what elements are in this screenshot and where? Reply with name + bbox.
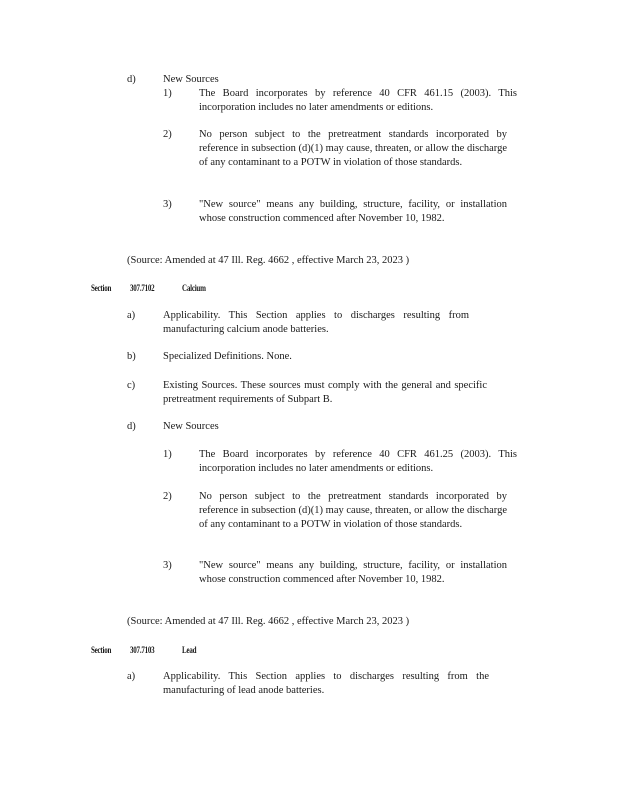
subsection-label: a) (127, 671, 136, 682)
subsection-heading: New Sources (163, 74, 219, 85)
item-number: 3) (163, 560, 172, 571)
subsection-label: d) (127, 421, 136, 432)
subsection-text: Specialized Definitions. None. (163, 351, 292, 362)
subsection-text: Existing Sources. These sources must comply with the general and specific pretreatment requirements of Subpart B. (163, 380, 487, 406)
item-text: "New source" means any building, structure, facility, or installation whose construction commenced after November 10, 1982. (199, 560, 507, 586)
source-note: (Source: Amended at 47 Ill. Reg. 4662 , effective March 23, 2023 ) (127, 255, 410, 266)
subsection-label: b) (127, 351, 136, 362)
item-number: 3) (163, 199, 172, 210)
section-number: 307.7103 (130, 645, 155, 655)
item-text: "New source" means any building, structure, facility, or installation whose construction commenced after November 10, 1982. (199, 199, 507, 225)
item-number: 1) (163, 88, 172, 99)
subsection-heading: New Sources (163, 421, 219, 432)
item-number: 2) (163, 491, 172, 502)
source-note: (Source: Amended at 47 Ill. Reg. 4662 , effective March 23, 2023 ) (127, 616, 410, 627)
subsection-text: Applicability. This Section applies to discharges resulting from the manufacturing of lead anode batteries. (163, 671, 489, 697)
item-number: 1) (163, 449, 172, 460)
section-title: Calcium (182, 283, 206, 293)
section-number: 307.7102 (130, 283, 155, 293)
section-word: Section (91, 283, 112, 293)
item-number: 2) (163, 129, 172, 140)
subsection-text: Applicability. This Section applies to discharges resulting from manufacturing calcium anode batteries. (163, 310, 469, 336)
subsection-label: a) (127, 310, 136, 321)
item-text: The Board incorporates by reference 40 CFR 461.15 (2003). This incorporation includes no later amendments or editions. (199, 88, 517, 114)
subsection-label: d) (127, 74, 136, 85)
section-title: Lead (182, 645, 197, 655)
item-text: No person subject to the pretreatment standards incorporated by reference in subsection (d)(1) may cause, threaten, or allow the discharge of any contaminant to a POTW in violation of those standards. (199, 491, 507, 531)
item-text: No person subject to the pretreatment standards incorporated by reference in subsection (d)(1) may cause, threaten, or allow the discharge of any contaminant to a POTW in violation of those standards. (199, 129, 507, 169)
subsection-label: c) (127, 380, 136, 391)
item-text: The Board incorporates by reference 40 CFR 461.25 (2003). This incorporation includes no later amendments or editions. (199, 449, 517, 475)
section-word: Section (91, 645, 112, 655)
